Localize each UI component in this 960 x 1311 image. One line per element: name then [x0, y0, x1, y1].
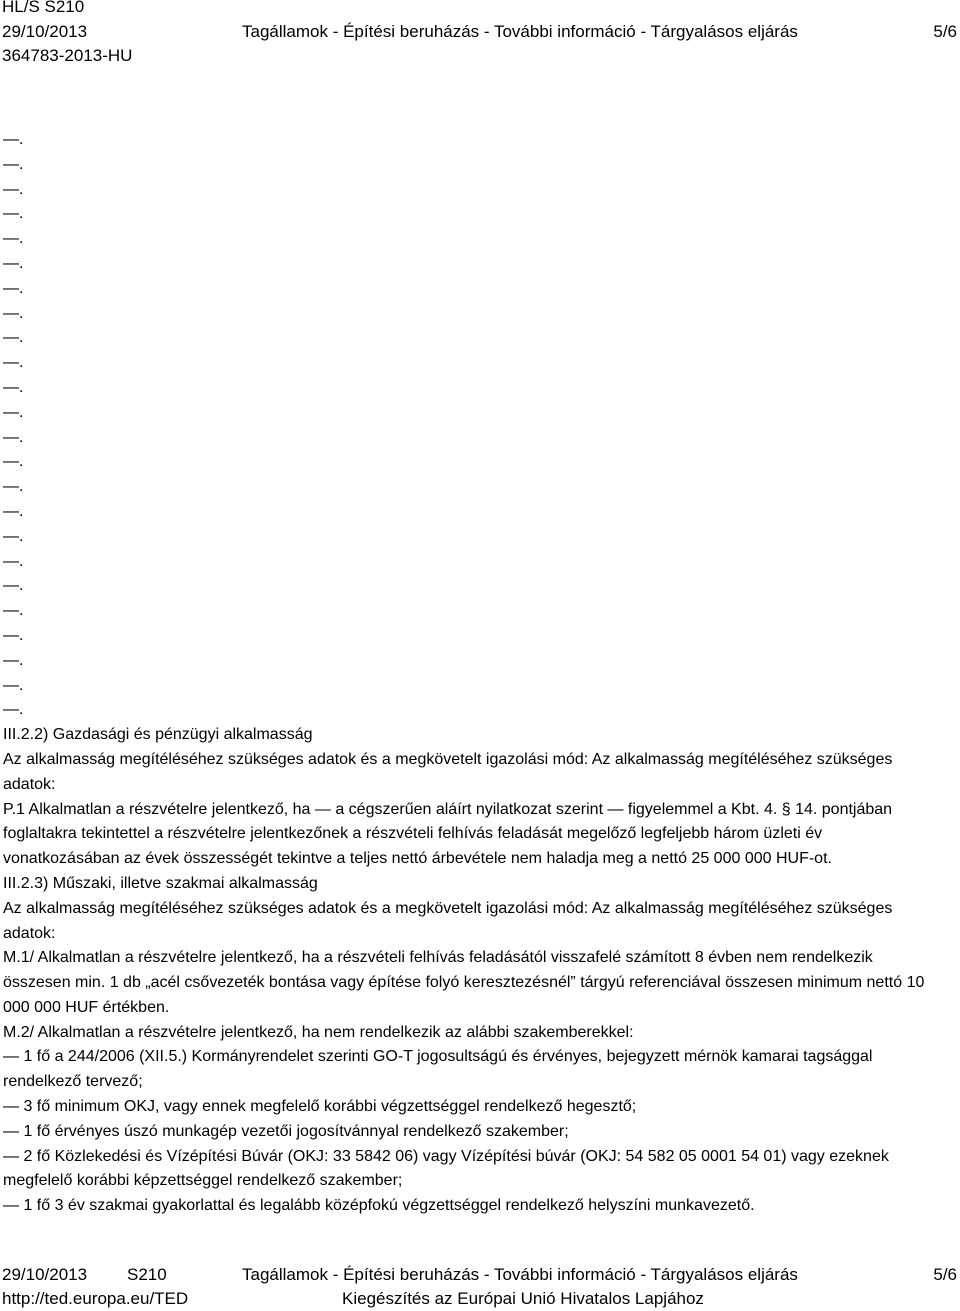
expert-item: — 1 fő 3 év szakmai gyakorlattal és legalább középfokú végzettséggel rendelkező helyszíni munkavezető.: [3, 1197, 755, 1215]
dash-line: —.: [3, 304, 24, 322]
dash-line: —.: [3, 701, 24, 719]
financial-criterion-p1: P.1 Alkalmatlan a részvételre jelentkező, ha — a cégszerűen aláírt nyilatkozat szerint — figyelemmel a Kbt. 4. § 14. pontjában foglaltakra tekintettel a részvételre jelentkezőnek a részvételi felhívás feladását megelőző legfeljebb három üzleti év vonatkozásában az évek összességét tekintve a teljes nettó árbevétele nem haladja meg a nettó 25 000 000 HUF-ot.: [3, 800, 893, 868]
dash-line: —.: [3, 651, 24, 669]
dash-line: —.: [3, 428, 24, 446]
dash-line: —.: [3, 602, 24, 620]
dash-line: —.: [3, 478, 24, 496]
dash-line: —.: [3, 155, 24, 173]
expert-item: — 2 fő Közlekedési és Vízépítési Búvár (OKJ: 33 5842 06) vagy Vízépítési búvár (OKJ: 54 582 05 0001 54 01) vagy ezeknek megfelelő korábbi képzettséggel rendelkező szakember;: [3, 1147, 889, 1190]
page-header: [0, 0, 960, 70]
dash-line: —.: [3, 254, 24, 272]
technical-requirements-intro: Az alkalmasság megítéléséhez szükséges adatok és a megkövetelt igazolási mód: Az alkalmasság megítéléséhez szükséges adatok:: [3, 899, 893, 942]
dash-line: —.: [3, 552, 24, 570]
header-page-number: 5/6: [933, 22, 957, 41]
dash-line: —.: [3, 626, 24, 644]
section-heading-financial: III.2.2) Gazdasági és pénzügyi alkalmasság: [3, 726, 313, 744]
dash-line: —.: [3, 378, 24, 396]
expert-item: — 1 fő a 244/2006 (XII.5.) Kormányrendelet szerinti GO-T jogosultságú és érvényes, bejegyzett mérnök kamarai tagsággal rendelkező tervező;: [3, 1048, 873, 1091]
expert-item: — 3 fő minimum OKJ, vagy ennek megfelelő korábbi végzettséggel rendelkező hegesztő;: [3, 1098, 637, 1116]
dash-line: —.: [3, 180, 24, 198]
document-body: [3, 128, 933, 1219]
dash-line: —.: [3, 577, 24, 595]
header-date: 29/10/2013: [2, 22, 88, 41]
financial-requirements-intro: Az alkalmasság megítéléséhez szükséges adatok és a megkövetelt igazolási mód: Az alkalmasság megítéléséhez szükséges adatok:: [3, 750, 893, 793]
dash-line: —.: [3, 131, 24, 148]
doc-id: HL/S S210: [2, 0, 85, 16]
footer-title: Tagállamok - Építési beruházás - További információ - Tárgyalásos eljárás: [242, 1265, 798, 1284]
header-title: Tagállamok - Építési beruházás - További információ - Tárgyalásos eljárás: [242, 22, 798, 41]
dash-line: —.: [3, 527, 24, 545]
footer-url: http://ted.europa.eu/TED: [2, 1289, 189, 1308]
footer-date: 29/10/2013: [2, 1265, 88, 1284]
dash-line: —.: [3, 502, 24, 520]
technical-criterion-m1: M.1/ Alkalmatlan a részvételre jelentkező, ha a részvételi felhívás feladásától visszafelé számított 8 évben nem rendelkezik összesen min. 1 db „acél csővezeték bontása vagy építése folyó keresztezésnél” tárgyú referenciával összesen minimum nettó 10 000 000 HUF értékben.: [3, 949, 925, 1016]
dash-line: —.: [3, 676, 24, 694]
footer-supplement: Kiegészítés az Európai Unió Hivatalos Lapjához: [342, 1289, 704, 1308]
dash-line: —.: [3, 354, 24, 372]
dash-line: —.: [3, 329, 24, 347]
footer-page-number: 5/6: [933, 1265, 957, 1284]
dash-line: —.: [3, 230, 24, 248]
dash-line: —.: [3, 453, 24, 471]
dash-line: —.: [3, 279, 24, 297]
page-footer: [0, 1262, 960, 1311]
dash-list: [3, 128, 933, 723]
dash-line: —.: [3, 403, 24, 421]
technical-criterion-m2: M.2/ Alkalmatlan a részvételre jelentkező, ha nem rendelkezik az alábbi szakemberekkel:: [3, 1023, 634, 1041]
dash-line: —.: [3, 205, 24, 223]
notice-number: 364783-2013-HU: [2, 46, 133, 65]
footer-series: S210: [127, 1265, 167, 1284]
expert-item: — 1 fő érvényes úszó munkagép vezetői jogosítvánnyal rendelkező szakember;: [3, 1122, 569, 1140]
section-heading-technical: III.2.3) Műszaki, illetve szakmai alkalmasság: [3, 874, 318, 892]
